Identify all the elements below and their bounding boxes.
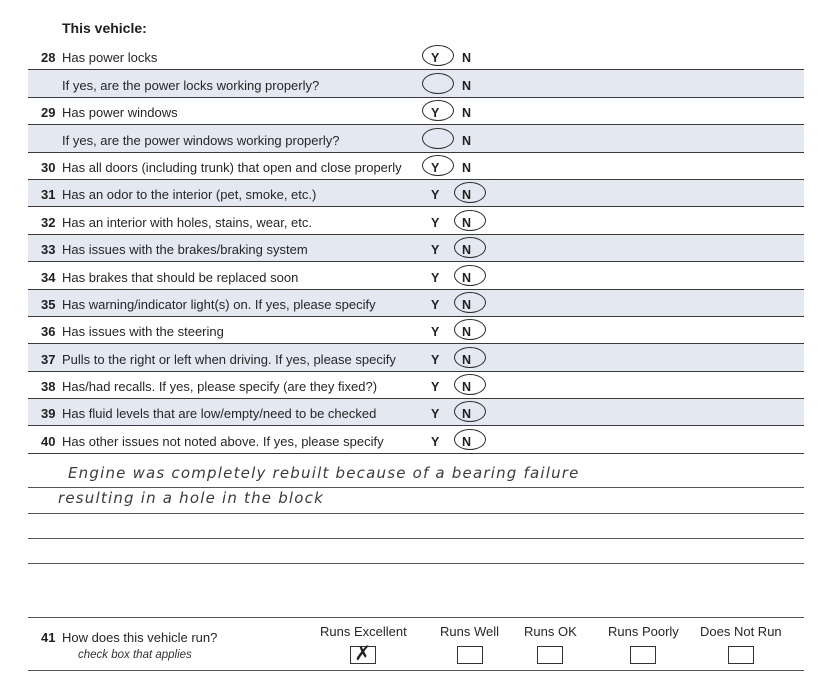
yes-option[interactable]: Y <box>431 270 440 285</box>
question-text: If yes, are the power windows working properly? <box>62 132 340 148</box>
answer-circle-mark <box>422 155 454 176</box>
question-41 <box>28 617 804 671</box>
no-option[interactable]: N <box>462 434 472 449</box>
question-row <box>28 262 804 289</box>
answer-circle-mark <box>454 210 486 231</box>
answer-circle-mark <box>422 128 454 149</box>
no-option[interactable]: N <box>462 297 472 312</box>
answer-circle-mark <box>454 292 486 313</box>
question-row <box>28 372 804 399</box>
question-row <box>28 180 804 207</box>
answer-circle-mark <box>422 73 454 94</box>
question-number: 36 <box>41 324 56 340</box>
question-row <box>28 43 804 70</box>
question-number: 33 <box>41 242 56 258</box>
no-option[interactable]: N <box>462 160 472 175</box>
answer-circle-mark <box>454 374 486 395</box>
yes-option[interactable]: Y <box>431 407 440 422</box>
no-option[interactable]: N <box>462 188 472 203</box>
run-option-checkbox[interactable] <box>537 646 563 664</box>
question-number: 41 <box>41 630 56 645</box>
run-option-checkbox[interactable] <box>630 646 656 664</box>
yes-option[interactable]: Y <box>431 297 440 312</box>
no-option[interactable]: N <box>462 133 472 148</box>
yes-option[interactable]: Y <box>431 352 440 367</box>
run-option-checkbox[interactable] <box>728 646 754 664</box>
question-number: 31 <box>41 187 56 203</box>
question-text: How does this vehicle run? <box>62 630 218 645</box>
question-number: 40 <box>41 433 56 449</box>
question-text: Has other issues not noted above. If yes, please specify <box>62 433 384 449</box>
answer-circle-mark <box>422 100 454 121</box>
yes-option[interactable]: Y <box>431 380 440 395</box>
answer-circle-mark <box>454 182 486 203</box>
no-option[interactable]: N <box>462 407 472 422</box>
question-row <box>28 426 804 453</box>
question-row <box>28 344 804 371</box>
yes-option[interactable]: Y <box>431 243 440 258</box>
run-option-label: Does Not Run <box>700 624 782 639</box>
question-row <box>28 290 804 317</box>
question-text: Has power locks <box>62 50 158 66</box>
note-line <box>28 538 804 539</box>
question-text: Has fluid levels that are low/empty/need to be checked <box>62 406 377 422</box>
question-number: 38 <box>41 379 56 395</box>
question-text: Has all doors (including trunk) that open and close properly <box>62 159 402 175</box>
answer-circle-mark <box>454 401 486 422</box>
question-row <box>28 235 804 262</box>
yes-option[interactable]: Y <box>431 434 440 449</box>
yes-option[interactable]: Y <box>431 160 440 175</box>
answer-circle-mark <box>422 45 454 66</box>
question-text: Has power windows <box>62 105 178 121</box>
answer-circle-mark <box>454 237 486 258</box>
question-text: Has an interior with holes, stains, wear, etc. <box>62 214 313 230</box>
no-option[interactable]: N <box>462 78 472 93</box>
question-number: 30 <box>41 159 56 175</box>
no-option[interactable]: N <box>462 352 472 367</box>
question-number: 32 <box>41 214 56 230</box>
question-row <box>28 399 804 426</box>
question-hint: check box that applies <box>78 649 192 661</box>
question-number: 28 <box>41 50 56 66</box>
answer-circle-mark <box>454 319 486 340</box>
run-option <box>320 624 407 664</box>
note-text-line-2: resulting in a hole in the block <box>58 489 325 507</box>
no-option[interactable]: N <box>462 270 472 285</box>
run-option-checkbox[interactable] <box>457 646 483 664</box>
question-text: Has warning/indicator light(s) on. If yes, please specify <box>62 296 376 312</box>
note-line <box>28 487 804 488</box>
yes-option[interactable]: Y <box>431 325 440 340</box>
no-option[interactable]: N <box>462 106 472 121</box>
question-number: 29 <box>41 105 56 121</box>
no-option[interactable]: N <box>462 243 472 258</box>
no-option[interactable]: N <box>462 215 472 230</box>
run-option <box>440 624 499 664</box>
run-option-label: Runs Well <box>440 624 500 639</box>
question-row <box>28 153 804 180</box>
run-option-label: Runs Poorly <box>608 624 679 639</box>
yes-option[interactable]: Y <box>431 106 440 121</box>
run-option <box>700 624 782 664</box>
yes-option[interactable]: Y <box>431 51 440 66</box>
question-text: Has brakes that should be replaced soon <box>62 269 299 285</box>
question-text: Has issues with the steering <box>62 324 224 340</box>
question-row <box>28 207 804 234</box>
run-option-checkbox[interactable] <box>350 641 376 665</box>
note-line <box>28 563 804 564</box>
question-number: 35 <box>41 296 56 312</box>
question-row <box>28 125 804 152</box>
no-option[interactable]: N <box>462 380 472 395</box>
note-line <box>28 513 804 514</box>
question-text: Has issues with the brakes/braking system <box>62 242 308 258</box>
check-mark-icon: ✗ <box>354 641 372 665</box>
run-option-label: Runs OK <box>524 624 577 639</box>
no-option[interactable]: N <box>462 51 472 66</box>
question-text: Has/had recalls. If yes, please specify (are they fixed?) <box>62 379 378 395</box>
question-text: Has an odor to the interior (pet, smoke, etc.) <box>62 187 317 203</box>
question-row <box>28 98 804 125</box>
question-row <box>28 317 804 344</box>
no-option[interactable]: N <box>462 325 472 340</box>
yes-option[interactable]: Y <box>431 215 440 230</box>
answer-circle-mark <box>454 265 486 286</box>
section-title: This vehicle: <box>62 20 147 36</box>
run-option <box>608 624 679 664</box>
question-text: Pulls to the right or left when driving. If yes, please specify <box>62 351 396 367</box>
question-number: 37 <box>41 351 56 367</box>
question-list <box>28 43 804 454</box>
question-number: 39 <box>41 406 56 422</box>
answer-circle-mark <box>454 347 486 368</box>
question-row <box>28 70 804 97</box>
answer-circle-mark <box>454 429 486 450</box>
note-text-line-1: Engine was completely rebuilt because of a bearing failure <box>68 464 580 482</box>
question-number: 34 <box>41 269 56 285</box>
run-option <box>524 624 577 664</box>
question-text: If yes, are the power locks working properly? <box>62 77 320 93</box>
yes-option[interactable]: Y <box>431 188 440 203</box>
run-option-label: Runs Excellent <box>320 624 407 639</box>
